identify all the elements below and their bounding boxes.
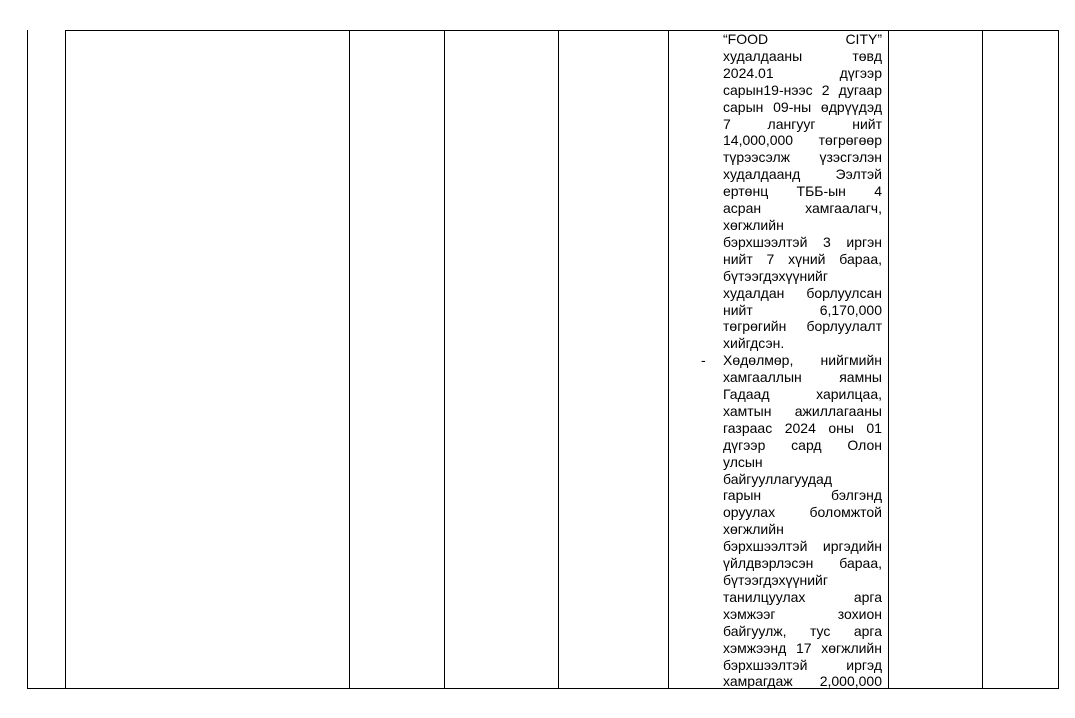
table-cell-7-empty — [889, 30, 982, 688]
text-line: хийгдсэн. — [723, 335, 785, 352]
text-line: 14,000,000 төгрөгөөр — [723, 132, 882, 149]
text-line: бүтээгдэхүүнийг — [723, 267, 828, 284]
list-dash-bullet: - — [701, 352, 706, 369]
text-line: худалдааны төвд — [723, 47, 882, 64]
text-line: хөгжлийн — [723, 521, 784, 538]
text-line: оруулах боломжтой — [723, 504, 882, 521]
text-line: нийт 7 хүний бараа, — [723, 250, 882, 267]
text-line: хэмжээнд 17 хөгжлийн — [723, 639, 882, 656]
text-line: хэмжээг зохион — [723, 605, 882, 622]
text-line: бэрхшээлтэй иргэдийн — [723, 538, 882, 555]
text-line: ертөнц ТББ-ын 4 — [723, 183, 882, 200]
text-line: хамгааллын яамны — [723, 369, 882, 386]
text-line: бэрхшээлтэй 3 иргэн — [723, 233, 882, 250]
text-line: байгуулж, тус арга — [723, 622, 882, 639]
text-line: асран хамгаалагч, — [723, 200, 882, 217]
paragraph-1 — [723, 31, 882, 352]
text-line: хамтын ажиллагааны — [723, 402, 882, 419]
table-cell-4-empty — [445, 30, 558, 688]
text-line: танилцуулах арга — [723, 588, 882, 605]
text-line: улсын — [723, 453, 763, 470]
text-line: 7 лангууг нийт — [723, 115, 882, 132]
text-line: худалдаанд Ээлтэй — [723, 166, 882, 183]
table-cell-3-empty — [350, 30, 444, 688]
table-cell-2-empty — [66, 30, 349, 688]
text-line: “FOOD CITY” — [723, 31, 882, 47]
text-line: төгрөгийн борлуулалт — [723, 318, 882, 335]
text-line: худалдан борлуулсан — [723, 284, 882, 301]
description-text-block — [701, 31, 882, 690]
table-cell-1-empty — [28, 30, 65, 688]
text-line: бэрхшээлтэй иргэд — [723, 656, 882, 673]
text-line: байгууллагуудад — [723, 470, 832, 487]
table-cell-5-empty — [559, 30, 668, 688]
text-line: хөгжлийн — [723, 216, 784, 233]
text-line: Хөдөлмөр, нийгмийн — [723, 352, 882, 369]
table-cell-8-empty — [983, 30, 1058, 688]
text-line: сарын 09-ны өдрүүдэд — [723, 98, 882, 115]
paragraph-2 — [701, 352, 882, 690]
text-line: Гадаад харилцаа, — [723, 386, 882, 403]
text-line: сарын19-нээс 2 дугаар — [723, 81, 882, 98]
text-line: газраас 2024 оны 01 — [723, 419, 882, 436]
text-line: хамрагдаж 2,000,000 — [723, 673, 882, 690]
text-line: түрээсэлж үзэсгэлэн — [723, 149, 882, 166]
text-line: 2024.01 дүгээр — [723, 64, 882, 81]
text-line: үйлдвэрлэсэн бараа, — [723, 555, 882, 572]
text-line: нийт 6,170,000 — [723, 301, 882, 318]
text-line: бүтээгдэхүүнийг — [723, 572, 828, 588]
table-border-bottom — [27, 688, 1059, 689]
table-border-v9 — [1058, 30, 1059, 688]
text-line: гарын бэлгэнд — [723, 487, 882, 504]
text-line: дүгээр сард Олон — [723, 436, 882, 453]
